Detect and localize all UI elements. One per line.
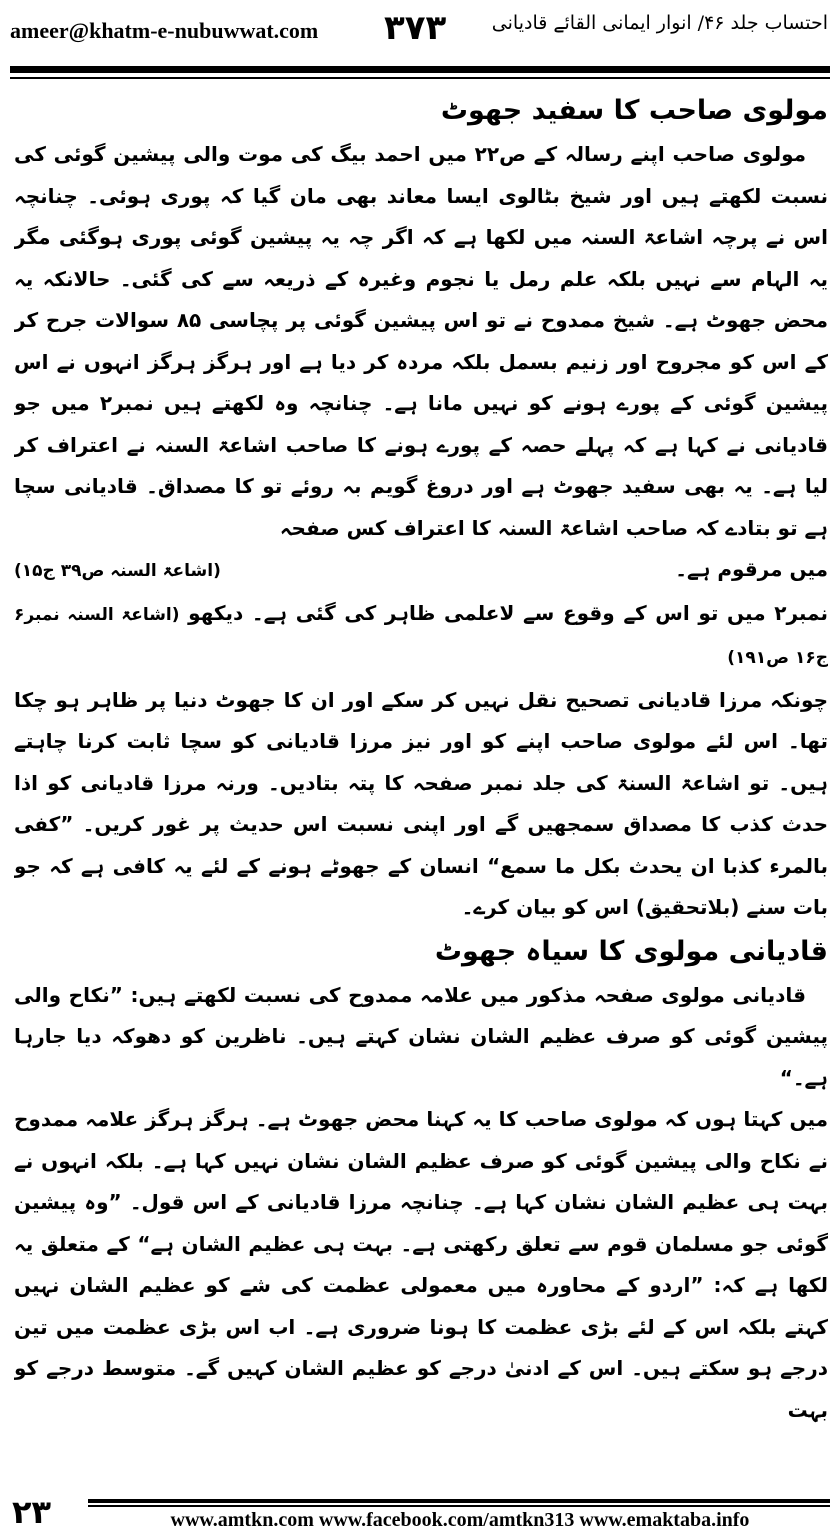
- paragraph-end: میں مرقوم ہے۔: [675, 557, 828, 581]
- header-page-number: ۳۷۳: [384, 8, 447, 48]
- paragraph: مولوی صاحب اپنے رسالہ کے ص۲۲ میں احمد بیگ کی موت والی پیشین گوئی کی نسبت لکھتے ہیں اور شیخ بٹالوی ایسا معاند بھی مان گیا کہ پوری ہوئی۔ چنانچہ اس نے پرچہ اشاعۃ السنہ میں لکھا ہے کہ اگر چہ یہ پیشین گوئی پوری ہوگئی مگر یہ الہام سے نہیں بلکہ علم رمل یا نجوم وغیرہ کے ذریعہ سے کی گئی۔ حالانکہ یہ محض جھوٹ ہے۔ شیخ ممدوح نے تو اس پیشین گوئی پر پچاسی ۸۵ سوالات جرح کر کے اس کو مجروح اور زنیم بسمل بلکہ مردہ کر دیا ہے اور ہرگز ہرگز انہوں نے اس پیشین گوئی کے پورے ہونے کو نہیں مانا ہے۔ چنانچہ وہ لکھتے ہیں نمبر۲ میں جو قادیانی نے کہا ہے کہ پہلے حصہ کے پورے ہونے کا صاحب اشاعۃ السنہ نے اعتراف کر لیا ہے۔ یہ بھی سفید جھوٹ ہے اور دروغ گویم بہ روئے تو کا مصداق۔ قادیانی سچا ہے تو بتادے کہ صاحب اشاعۃ السنہ کا اعتراف کس صفحہ: [14, 142, 828, 540]
- header-rule-thick: [10, 66, 830, 73]
- paragraph: قادیانی مولوی صفحہ مذکور میں علامہ ممدوح کی نسبت لکھتے ہیں: ”نکاح والی پیشین گوئی کو صرف عظیم الشان نشان کہتے ہیں۔ ناظرین کو دھوکہ دیا جارہا ہے۔“: [14, 982, 828, 1090]
- paragraph: چونکہ مرزا قادیانی تصحیح نقل نہیں کر سکے اور ان کا جھوٹ دنیا پر ظاہر ہو چکا تھا۔ اس لئے مولوی صاحب اپنے کو اور نیز مرزا قادیانی کو سچا ثابت کرنا چاہتے ہیں۔ تو اشاعۃ السنۃ کی جلد نمبر صفحہ کا پتہ بتادیں۔ ورنہ مرزا قادیانی کو اذا حدث کذب کا مصداق سمجھیں گے اور اپنی نسبت اس حدیث پر غور کریں۔ ”کفی بالمرء کذبا ان یحدث بکل ما سمع“ انسان کے جھوٹے ہونے کے لئے یہ کافی ہے کہ جو بات سنے (بلاتحقیق) اس کو بیان کرے۔: [14, 687, 828, 919]
- section-heading-black-lie: قادیانی مولوی کا سیاہ جھوٹ: [434, 935, 828, 967]
- page-body: [14, 88, 828, 1483]
- header-book-title: احتساب جلد ۴۶/ انوار ایمانی القائے قادیانی: [491, 12, 828, 34]
- citation: (اشاعۃ السنہ ص۳۹ ج۱۵): [14, 561, 221, 581]
- section-heading-white-lie: مولوی صاحب کا سفید جھوٹ: [440, 95, 828, 126]
- page-header: [0, 0, 840, 62]
- paragraph-text: نمبر۲ میں تو اس کے وقوع سے لاعلمی ظاہر کی گئی ہے۔ دیکھو: [188, 600, 828, 625]
- footer-rule-thick: [88, 1499, 830, 1503]
- footer-page-number: ۲۳: [12, 1493, 52, 1531]
- reference-line: [14, 549, 828, 593]
- header-rule-thin: [10, 77, 830, 79]
- page-footer: [0, 1492, 840, 1540]
- paragraph: [14, 593, 828, 680]
- footer-rule-thin: [88, 1505, 830, 1507]
- header-email: ameer@khatm-e-nubuwwat.com: [10, 18, 319, 43]
- citation: (اشاعۃ السنہ نمبر۶ ج۱۶ ص۱۹۱): [14, 604, 828, 668]
- paragraph: میں کہتا ہوں کہ مولوی صاحب کا یہ کہنا محض جھوٹ ہے۔ ہرگز ہرگز علامہ ممدوح نے نکاح والی پیشین گوئی کو صرف عظیم الشان نشان نہیں کہا ہے۔ بلکہ انہوں نے بہت ہی عظیم الشان نشان کہا ہے۔ چنانچہ مرزا قادیانی کے اس قول۔ ”وہ پیشین گوئی جو مسلمان قوم سے تعلق رکھتی ہے۔ بہت ہی عظیم الشان ہے“ کے متعلق یہ لکھا ہے کہ: ”اردو کے محاورہ میں معمولی عظمت کی شے کو عظیم الشان نہیں کہتے بلکہ اس کے لئے بڑی عظمت کا ہونا ضروری ہے۔ اب اس بڑی عظمت میں تین درجے ہو سکتے ہیں۔ اس کے ادنیٰ درجے کو عظیم الشان کہیں گے۔ متوسط درجے کو بہت: [14, 1107, 828, 1422]
- footer-links: www.amtkn.com www.facebook.com/amtkn313 www.emaktaba.info: [170, 1509, 750, 1531]
